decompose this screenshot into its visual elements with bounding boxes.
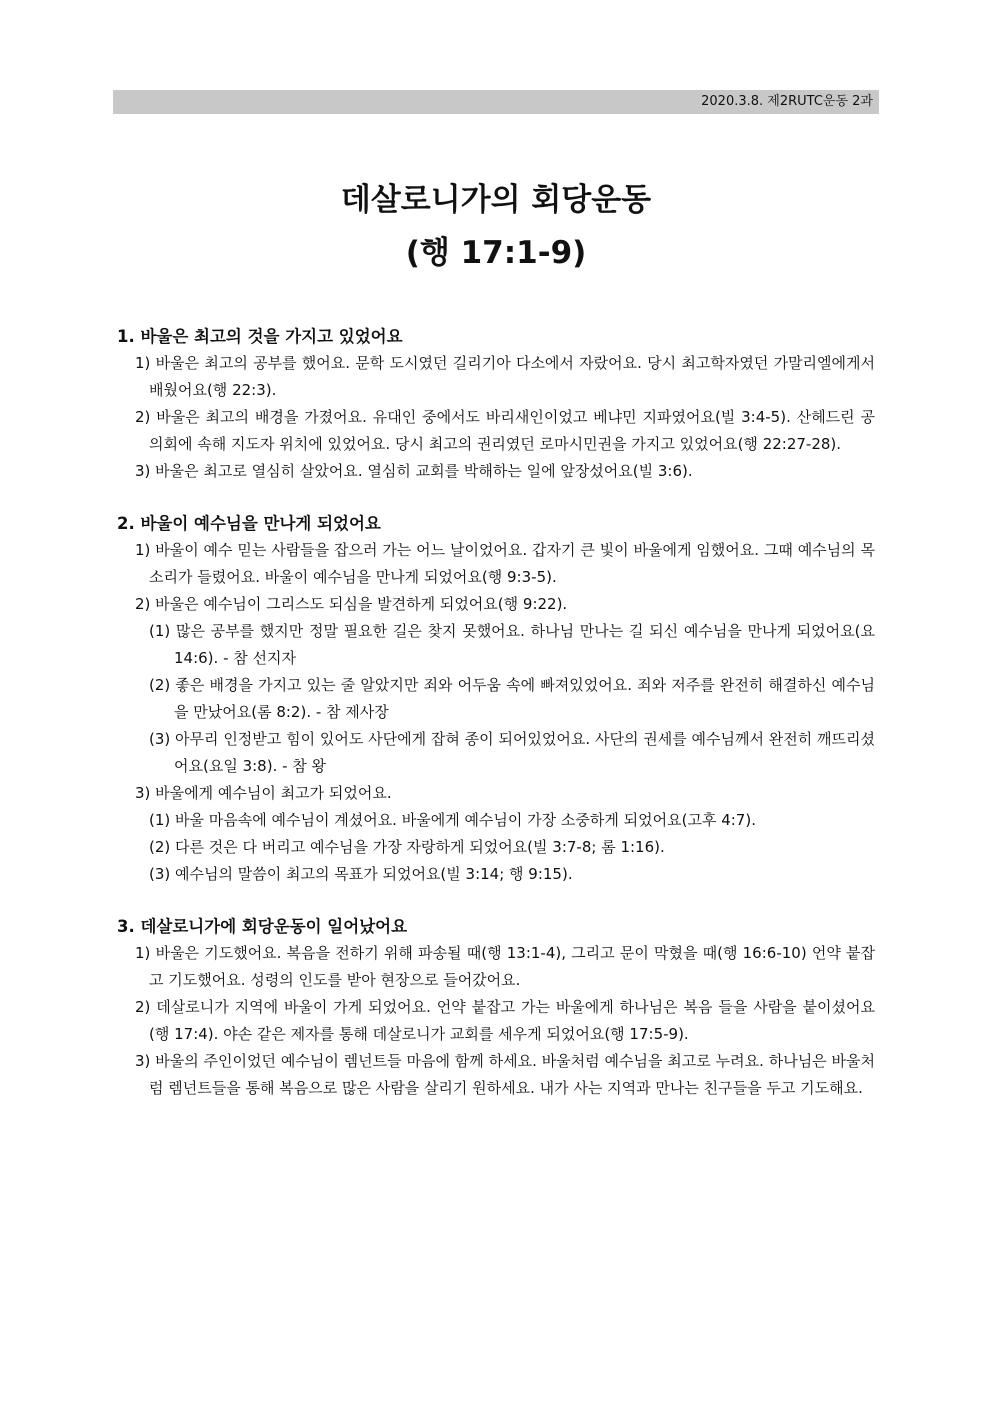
list-item: 3) 바울에게 예수님이 최고가 되었어요. <box>135 784 392 802</box>
list-item: 3) 바울의 주인이었던 예수님이 렘넌트들 마음에 함께 하세요. 바울처럼 예수님을 최고로 누려요. 하나님은 바울처럼 렘넌트들을 통해 복음으로 많은 사람을 살리기 원하세요. 내가 사는 지역과 만나는 친구들을 두고 기도해요. <box>135 1052 875 1097</box>
list-item: 2) 데살로니가 지역에 바울이 가게 되었어요. 언약 붙잡고 가는 바울에게 하나님은 복음 들을 사람을 붙이셨어요(행 17:4). 야손 같은 제자를 통해 데살로니가 교회를 세우게 되었어요(행 17:5-9). <box>135 998 875 1043</box>
section-1 <box>117 323 875 485</box>
header-bar <box>113 90 879 114</box>
list-item: 1) 바울은 최고의 공부를 했어요. 문학 도시였던 길리기아 다소에서 자랐어요. 당시 최고학자였던 가말리엘에게서 배웠어요(행 22:3). <box>135 354 875 399</box>
section-heading: 3. 데살로니가에 회당운동이 일어났어요 <box>117 917 408 936</box>
sub-list-item: (3) 예수님의 말씀이 최고의 목표가 되었어요(빌 3:14; 행 9:15). <box>149 865 573 883</box>
scripture-reference: (행 17:1-9) <box>405 235 587 271</box>
list-item: 2) 바울은 최고의 배경을 가졌어요. 유대인 중에서도 바리새인이었고 베냐민 지파였어요(빌 3:4-5). 산헤드린 공의회에 속해 지도자 위치에 있었어요. 당시 최고의 권리였던 로마시민권을 가지고 있었어요(행 22:27-28). <box>135 408 875 453</box>
sub-list-item: (3) 아무리 인정받고 힘이 있어도 사단에게 잡혀 종이 되어있었어요. 사단의 권세를 예수님께서 완전히 깨뜨리셨어요(요일 3:8). - 참 왕 <box>149 730 875 775</box>
sub-list-item: (1) 바울 마음속에 예수님이 계셨어요. 바울에게 예수님이 가장 소중하게 되었어요(고후 4:7). <box>149 811 756 829</box>
list-item: 1) 바울이 예수 믿는 사람들을 잡으러 가는 어느 날이었어요. 갑자기 큰 빛이 바울에게 임했어요. 그때 예수님의 목소리가 들렸어요. 바울이 예수님을 만나게 되었어요(행 9:3-5). <box>135 541 875 586</box>
section-heading: 2. 바울이 예수님을 만나게 되었어요 <box>117 514 381 533</box>
sub-list-item: (1) 많은 공부를 했지만 정말 필요한 길은 찾지 못했어요. 하나님 만나는 길 되신 예수님을 만나게 되었어요(요 14:6). - 참 선지자 <box>149 622 875 667</box>
sub-list-item: (2) 좋은 배경을 가지고 있는 줄 알았지만 죄와 어두움 속에 빠져있었어요. 죄와 저주를 완전히 해결하신 예수님을 만났어요(롬 8:2). - 참 제사장 <box>149 676 875 721</box>
document-title: 데살로니가의 회당운동 <box>340 182 652 218</box>
section-3 <box>117 913 875 1102</box>
list-item: 1) 바울은 기도했어요. 복음을 전하기 위해 파송될 때(행 13:1-4), 그리고 문이 막혔을 때(행 16:6-10) 언약 붙잡고 기도했어요. 성령의 인도를 받아 현장으로 들어갔어요. <box>135 944 875 989</box>
header-text: 2020.3.8. 제2RUTC운동 2과 <box>701 94 873 109</box>
section-heading: 1. 바울은 최고의 것을 가지고 있었어요 <box>117 327 403 346</box>
document-body <box>117 323 875 1127</box>
section-2 <box>117 510 875 888</box>
list-item: 3) 바울은 최고로 열심히 살았어요. 열심히 교회를 박해하는 일에 앞장섰어요(빌 3:6). <box>135 462 693 480</box>
list-item: 2) 바울은 예수님이 그리스도 되심을 발견하게 되었어요(행 9:22). <box>135 595 568 613</box>
sub-list-item: (2) 다른 것은 다 버리고 예수님을 가장 자랑하게 되었어요(빌 3:7-8; 롬 1:16). <box>149 838 665 856</box>
